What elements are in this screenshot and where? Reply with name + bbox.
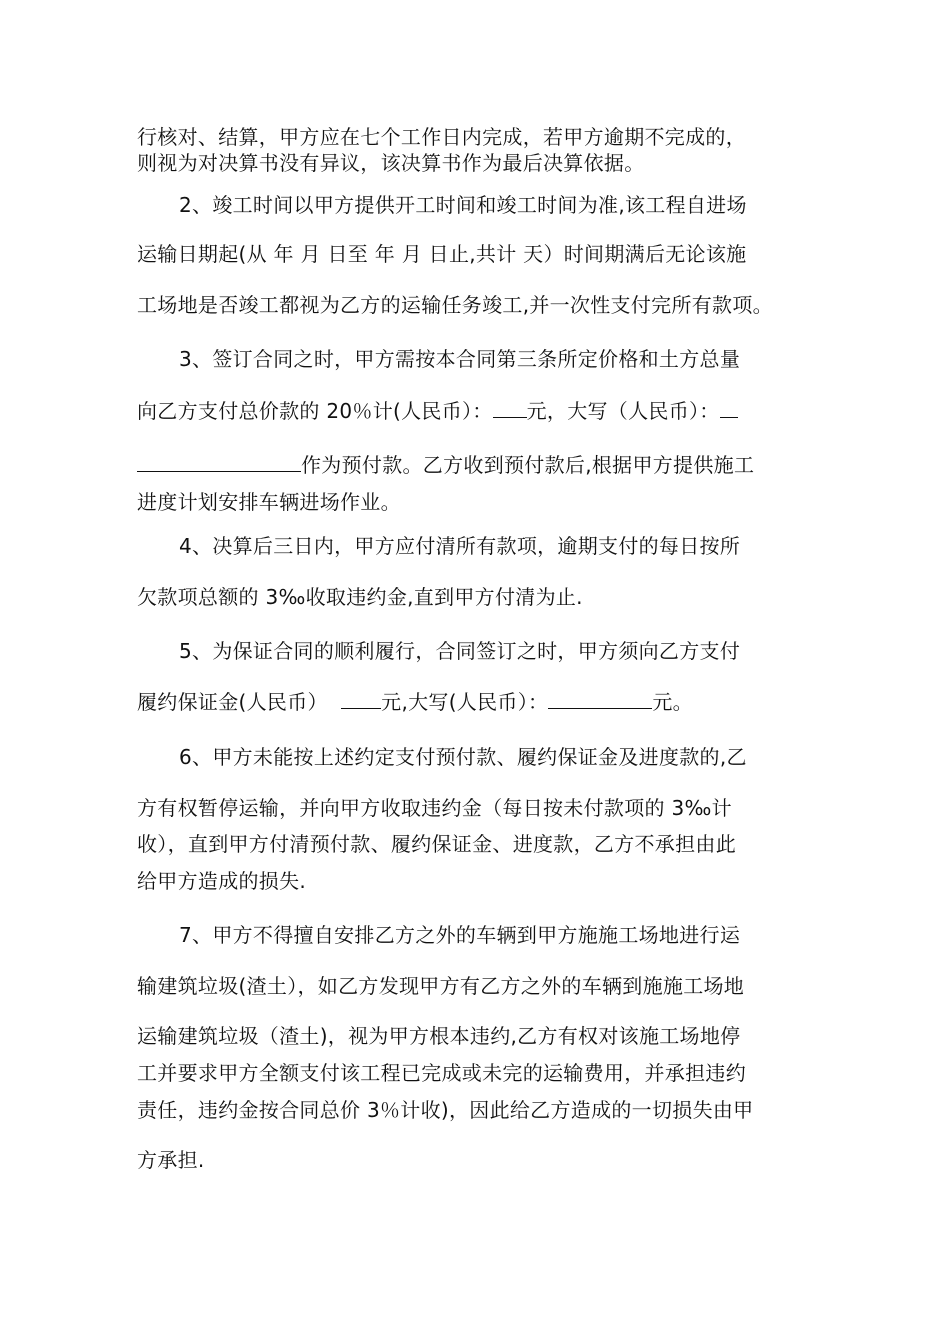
text-line: 工场地是否竣工都视为乙方的运输任务竣工,并一次性支付完所有款项。: [137, 293, 773, 317]
fill-in-blank: [493, 399, 527, 418]
paragraph-4-start: 4、决算后三日内，甲方应付清所有款项，逾期支付的每日按所: [179, 534, 741, 558]
paragraph-6-start: 6、甲方未能按上述约定支付预付款、履约保证金及进度款的,乙: [179, 745, 747, 769]
fill-in-blank: [137, 453, 301, 472]
text-line: [137, 690, 693, 714]
text-line: 输建筑垃圾(渣土），如乙方发现甲方有乙方之外的车辆到施施工场地: [137, 974, 745, 998]
paragraph-2-start: 2、竣工时间以甲方提供开工时间和竣工时间为准,该工程自进场: [179, 193, 747, 217]
text-segment: 元,大写(人民币）：: [381, 690, 549, 714]
text-line: 运输日期起(从 年 月 日至 年 月 日止,共计 天）时间期满后无论该施: [137, 242, 747, 266]
text-line: 工并要求甲方全额支付该工程已完成或未完的运输费用，并承担违约: [137, 1061, 746, 1085]
text-line: 欠款项总额的 3‰收取违约金,直到甲方付清为止.: [137, 585, 583, 609]
text-segment: 元，大写（人民币）：: [526, 399, 720, 423]
fill-in-blank: [341, 690, 381, 709]
text-line: 方有权暂停运输，并向甲方收取违约金（每日按未付款项的 3‰计: [137, 796, 732, 820]
text-line: 则视为对决算书没有异议，该决算书作为最后决算依据。: [137, 151, 645, 175]
text-line: 方承担.: [137, 1148, 205, 1172]
text-line: 运输建筑垃圾（渣土)，视为甲方根本违约,乙方有权对该施工场地停: [137, 1024, 741, 1048]
paragraph-7-start: 7、甲方不得擅自安排乙方之外的车辆到甲方施施工场地进行运: [179, 923, 741, 947]
text-line: 责任，违约金按合同总价 3％计收)，因此给乙方造成的一切损失由甲: [137, 1098, 754, 1122]
paragraph-5-start: 5、为保证合同的顺利履行，合同签订之时，甲方须向乙方支付: [179, 639, 741, 663]
text-segment: 履约保证金(人民币）: [137, 690, 328, 714]
text-line: [137, 453, 754, 477]
text-segment: 作为预付款。乙方收到预付款后,根据甲方提供施工: [301, 453, 755, 477]
text-segment: 元。: [652, 690, 693, 714]
text-line: [137, 399, 738, 423]
text-segment: 向乙方支付总价款的 20％计(人民币）：: [137, 399, 493, 423]
paragraph-3-start: 3、签订合同之时，甲方需按本合同第三条所定价格和土方总量: [179, 347, 741, 371]
text-line: 进度计划安排车辆进场作业。: [137, 490, 401, 514]
text-line: 收），直到甲方付清预付款、履约保证金、进度款，乙方不承担由此: [137, 832, 736, 856]
text-line: 行核对、结算，甲方应在七个工作日内完成，若甲方逾期不完成的，: [137, 125, 746, 149]
fill-in-blank: [548, 690, 652, 709]
fill-in-blank: [720, 399, 738, 418]
text-line: 给甲方造成的损失.: [137, 869, 307, 893]
